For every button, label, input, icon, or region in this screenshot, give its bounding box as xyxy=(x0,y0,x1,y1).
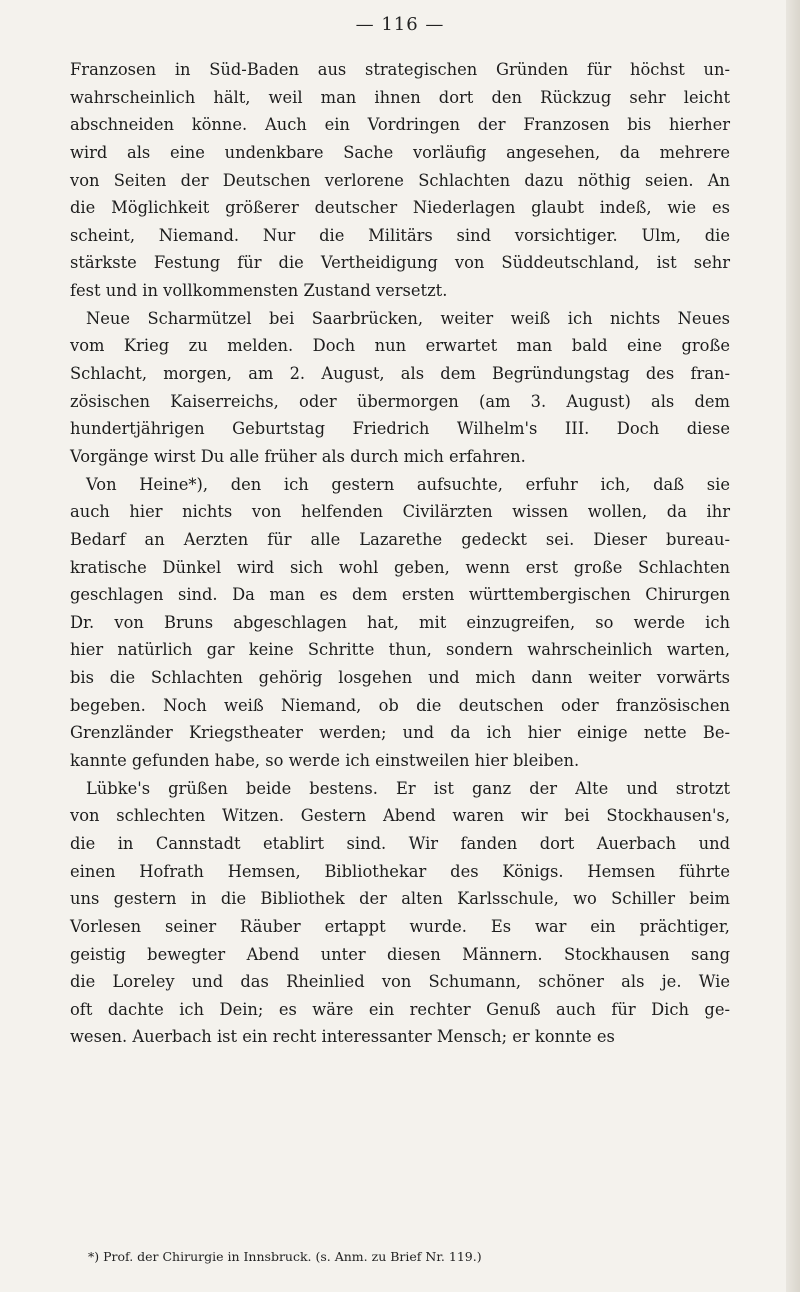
text-line: Lübke's grüßen beide bestens. Er ist ganz der Alte und strotzt xyxy=(86,778,730,798)
text-line: Von Heine*), den ich gestern aufsuchte, erfuhr ich, daß sie xyxy=(86,474,730,494)
text-line: geistig bewegter Abend unter diesen Männern. Stockhausen sang xyxy=(70,944,730,964)
text-line: vom Krieg zu melden. Doch nun erwartet man bald eine große xyxy=(70,336,730,356)
text-line: stärkste Festung für die Vertheidigung von Süddeutschland, ist sehr xyxy=(70,253,730,273)
text-line: abschneiden könne. Auch ein Vordringen der Franzosen bis hierher xyxy=(70,115,730,135)
text-line: geschlagen sind. Da man es dem ersten württembergischen Chirurgen xyxy=(70,585,730,605)
text-line: wird als eine undenkbare Sache vorläufig angesehen, da mehrere xyxy=(70,142,730,162)
text-line: oft dachte ich Dein; es wäre ein rechter Genuß auch für Dich ge- xyxy=(70,999,730,1019)
text-line: Grenzländer Kriegstheater werden; und da ich hier einige nette Be- xyxy=(70,723,730,743)
text-line: Neue Scharmützel bei Saarbrücken, weiter weiß ich nichts Neues xyxy=(86,308,730,328)
text-line: Franzosen in Süd-Baden aus strategischen Gründen für höchst un- xyxy=(70,60,730,79)
text-line: wesen. Auerbach ist ein recht interessanter Mensch; er konnte es xyxy=(70,1027,615,1047)
text-line: die in Cannstadt etablirt sind. Wir fanden dort Auerbach und xyxy=(70,833,730,853)
page-edge-shadow xyxy=(786,0,800,1292)
text-line: uns gestern in die Bibliothek der alten Karlsschule, wo Schiller beim xyxy=(70,889,730,909)
text-line: scheint, Niemand. Nur die Militärs sind vorsichtiger. Ulm, die xyxy=(70,225,730,245)
text-line: kannte gefunden habe, so werde ich einstweilen hier bleiben. xyxy=(70,751,580,771)
text-line: fest und in vollkommensten Zustand versetzt. xyxy=(70,281,448,301)
page-number-header: — 116 — xyxy=(355,14,445,35)
text-line: Vorgänge wirst Du alle früher als durch mich erfahren. xyxy=(70,446,526,466)
text-line: auch hier nichts von helfenden Civilärzten wissen wollen, da ihr xyxy=(70,502,730,522)
text-line: hundertjährigen Geburtstag Friedrich Wilhelm's III. Doch diese xyxy=(70,419,730,439)
text-line: wahrscheinlich hält, weil man ihnen dort den Rückzug sehr leicht xyxy=(70,87,730,107)
text-line: Schlacht, morgen, am 2. August, als dem Begründungstag des fran- xyxy=(70,364,730,384)
text-line: die Loreley und das Rheinlied von Schumann, schöner als je. Wie xyxy=(70,972,730,992)
text-line: zösischen Kaiserreichs, oder übermorgen (am 3. August) als dem xyxy=(70,391,730,411)
text-line: von Seiten der Deutschen verlorene Schlachten dazu nöthig seien. An xyxy=(70,170,730,190)
text-line: von schlechten Witzen. Gestern Abend waren wir bei Stockhausen's, xyxy=(70,806,730,826)
text-line: einen Hofrath Hemsen, Bibliothekar des Königs. Hemsen führte xyxy=(70,861,730,881)
text-line: bis die Schlachten gehörig losgehen und mich dann weiter vorwärts xyxy=(70,668,730,688)
text-line: Vorlesen seiner Räuber ertappt wurde. Es war ein prächtiger, xyxy=(70,916,730,936)
text-line: Bedarf an Aerzten für alle Lazarethe gedeckt sei. Dieser bureau- xyxy=(70,529,730,549)
text-line: Dr. von Bruns abgeschlagen hat, mit einzugreifen, so werde ich xyxy=(70,612,730,632)
text-line: hier natürlich gar keine Schritte thun, sondern wahrscheinlich warten, xyxy=(70,640,730,660)
text-line: begeben. Noch weiß Niemand, ob die deutschen oder französischen xyxy=(70,695,730,715)
text-line: die Möglichkeit größerer deutscher Niederlagen glaubt indeß, wie es xyxy=(70,198,730,218)
footnote: *) Prof. der Chirurgie in Innsbruck. (s. Anm. zu Brief Nr. 119.) xyxy=(88,1249,482,1264)
body-text xyxy=(70,56,730,1051)
text-line: kratische Dünkel wird sich wohl geben, wenn erst große Schlachten xyxy=(70,557,730,577)
